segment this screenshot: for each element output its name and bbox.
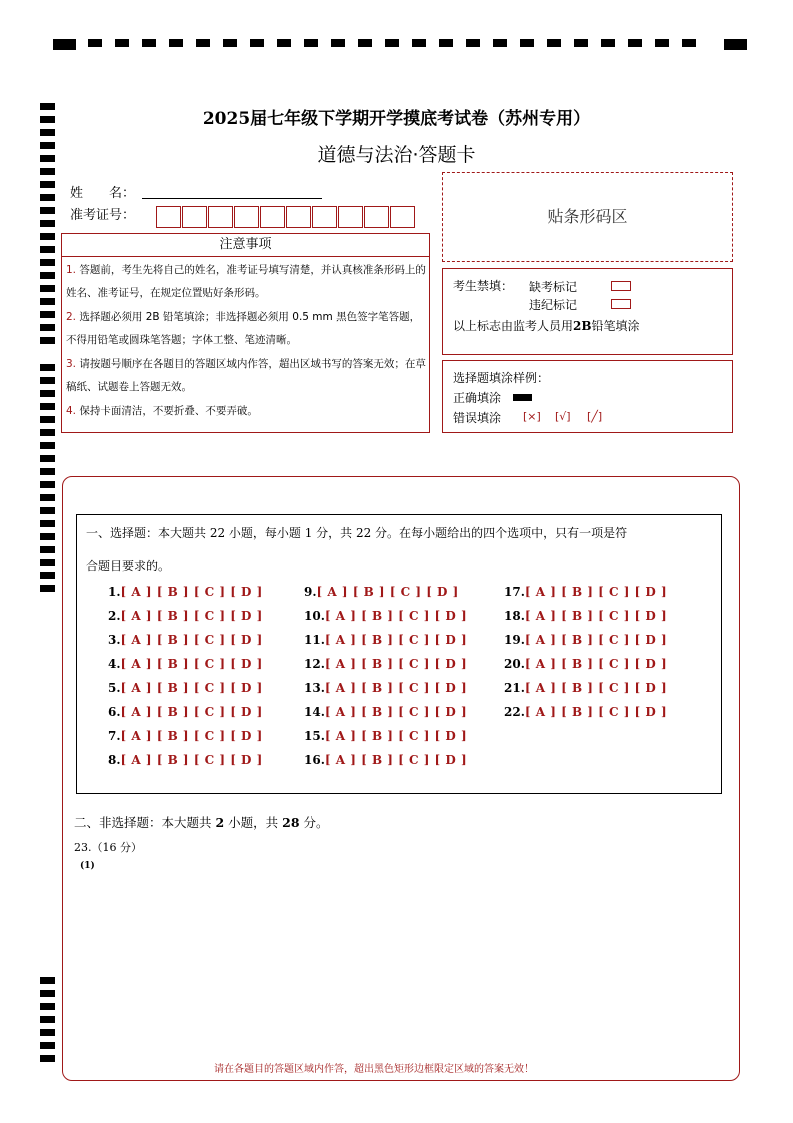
question-item[interactable]: 12.[ A ] [ B ] [ C ] [ D ] [304,657,468,671]
timing-mark [40,481,55,488]
question-item[interactable]: 16.[ A ] [ B ] [ C ] [ D ] [304,753,468,767]
timing-mark [40,220,55,227]
timing-mark [547,39,561,47]
filled-sample-mark [513,394,532,401]
absent-checkbox[interactable] [611,281,631,291]
id-digit-box[interactable] [156,206,181,228]
timing-mark [628,39,642,47]
id-digit-box[interactable] [338,206,363,228]
rule-item: 3. 请按题号顺序在各题目的答题区域内作答，超出区域书写的答案无效；在草稿纸、试题卷上答题无效。 [66,358,426,393]
timing-mark [115,39,129,47]
section1-box [76,514,722,794]
rule-item: 1. 答题前，考生先将自己的姓名，准考证号填写清楚，并认真核准条形码上的姓名、准考证号，在规定位置贴好条形码。 [66,264,426,299]
timing-mark [40,442,55,449]
timing-mark [40,324,55,331]
timing-mark [40,585,55,592]
answer-writing-area[interactable] [74,876,724,1052]
absent-label: 缺考标记 [529,280,578,294]
page-title: 2025届七年级下学期开学摸底考试卷（苏州专用） [202,109,591,129]
timing-mark [439,39,453,47]
section1-instruction-cont: 合题目要求的。 [86,559,171,573]
question-item[interactable]: 9.[ A ] [ B ] [ C ] [ D ] [304,585,459,599]
page-subtitle: 道德与法治·答题卡 [317,144,476,166]
timing-mark [493,39,507,47]
id-digit-box[interactable] [208,206,233,228]
subquestion-1-label: (1) [80,861,95,871]
timing-mark [574,39,588,47]
rule-item: 2. 选择题必须用 2B 铅笔填涂；非选择题必须用 0.5 mm 黑色签字笔答题，不得用铅笔或圆珠笔答题；字体工整、笔迹清晰。 [66,311,421,346]
notice-rules [61,257,430,433]
timing-mark [40,468,55,475]
timing-mark [682,39,696,47]
timing-mark [655,39,669,47]
question-item[interactable]: 3.[ A ] [ B ] [ C ] [ D ] [108,633,263,647]
timing-mark [40,546,55,553]
timing-mark [40,507,55,514]
timing-mark [385,39,399,47]
timing-mark [40,1003,55,1010]
question-item[interactable]: 20.[ A ] [ B ] [ C ] [ D ] [504,657,668,671]
question-item[interactable]: 6.[ A ] [ B ] [ C ] [ D ] [108,705,263,719]
timing-mark [40,977,55,984]
timing-mark [40,429,55,436]
timing-mark [40,364,55,371]
timing-mark [40,259,55,266]
wrong-fill-label: 错误填涂 [453,411,502,425]
timing-mark [40,194,55,201]
question-item[interactable]: 11.[ A ] [ B ] [ C ] [ D ] [304,633,468,647]
question-item[interactable]: 1.[ A ] [ B ] [ C ] [ D ] [108,585,263,599]
violation-label: 违纪标记 [529,298,578,312]
id-digit-box[interactable] [364,206,389,228]
rule-item: 4. 保持卡面清洁，不要折叠、不要弄破。 [66,405,258,417]
question-item[interactable]: 19.[ A ] [ B ] [ C ] [ D ] [504,633,668,647]
timing-mark [40,390,55,397]
timing-mark [412,39,426,47]
fill-sample-label: 选择题填涂样例： [453,371,550,385]
timing-mark [466,39,480,47]
question-item[interactable]: 14.[ A ] [ B ] [ C ] [ D ] [304,705,468,719]
section1-instruction: 一、选择题：本大题共 22 小题，每小题 1 分，共 22 分。在每小题给出的四个选项中，只有一项是符 [86,526,628,540]
timing-mark [40,455,55,462]
footer-warning: 请在各题目的答题区域内作答，超出黑色矩形边框限定区域的答案无效！ [214,1064,534,1075]
timing-mark [250,39,264,47]
barcode-label: 贴条形码区 [547,207,628,226]
timing-mark [53,39,76,50]
timing-mark [40,377,55,384]
correct-fill-label: 正确填涂 [453,391,502,405]
question-item[interactable]: 22.[ A ] [ B ] [ C ] [ D ] [504,705,668,719]
question-item[interactable]: 10.[ A ] [ B ] [ C ] [ D ] [304,609,468,623]
id-digit-box[interactable] [286,206,311,228]
question-item[interactable]: 2.[ A ] [ B ] [ C ] [ D ] [108,609,263,623]
id-digit-box[interactable] [390,206,415,228]
id-digit-box[interactable] [260,206,285,228]
timing-mark [40,520,55,527]
exam-status-box [442,268,733,355]
timing-mark [40,533,55,540]
timing-mark [40,181,55,188]
timing-mark [40,246,55,253]
timing-mark [40,233,55,240]
question-item[interactable]: 5.[ A ] [ B ] [ C ] [ D ] [108,681,263,695]
timing-mark [358,39,372,47]
fill-sample-box [442,360,733,433]
id-digit-box[interactable] [234,206,259,228]
wrong-mark-check: [√] [555,410,571,423]
name-field[interactable] [142,198,322,199]
timing-mark [40,1042,55,1049]
status-label: 考生禁填： [453,279,514,293]
id-label: 准考证号： [70,208,136,223]
timing-mark [40,311,55,318]
question-item[interactable]: 17.[ A ] [ B ] [ C ] [ D ] [504,585,668,599]
question-item[interactable]: 21.[ A ] [ B ] [ C ] [ D ] [504,681,668,695]
timing-mark [142,39,156,47]
timing-mark [331,39,345,47]
question-23-label: 23.（16 分） [74,841,142,854]
timing-mark [40,572,55,579]
violation-checkbox[interactable] [611,299,631,309]
timing-mark [277,39,291,47]
name-label: 姓 名： [70,186,136,201]
notice-heading: 注意事项 [61,233,430,257]
id-digit-box[interactable] [182,206,207,228]
wrong-mark-slash: [╱] [587,410,603,423]
timing-mark [520,39,534,47]
timing-mark [40,129,55,136]
timing-mark [88,39,102,47]
barcode-area[interactable] [442,172,733,262]
question-item[interactable]: 13.[ A ] [ B ] [ C ] [ D ] [304,681,468,695]
id-digit-box[interactable] [312,206,337,228]
timing-mark [40,168,55,175]
timing-mark [223,39,237,47]
timing-mark [40,285,55,292]
timing-mark [601,39,615,47]
timing-mark [40,272,55,279]
wrong-mark-cross: [×] [523,410,541,423]
question-item[interactable]: 18.[ A ] [ B ] [ C ] [ D ] [504,609,668,623]
status-note: 以上标志由监考人员用2B铅笔填涂 [453,319,640,333]
question-item[interactable]: 15.[ A ] [ B ] [ C ] [ D ] [304,729,468,743]
question-item[interactable]: 4.[ A ] [ B ] [ C ] [ D ] [108,657,263,671]
timing-mark [40,1016,55,1023]
timing-mark [40,1029,55,1036]
timing-mark [40,494,55,501]
timing-mark [196,39,210,47]
timing-mark [724,39,747,50]
timing-mark [40,416,55,423]
question-item[interactable]: 8.[ A ] [ B ] [ C ] [ D ] [108,753,263,767]
timing-mark [40,403,55,410]
timing-mark [40,990,55,997]
timing-mark [40,207,55,214]
timing-mark [40,298,55,305]
timing-mark [40,337,55,344]
timing-mark [304,39,318,47]
timing-mark [40,559,55,566]
question-item[interactable]: 7.[ A ] [ B ] [ C ] [ D ] [108,729,263,743]
section2-heading: 二、非选择题：本大题共 2 小题，共 28 分。 [74,815,329,830]
timing-mark [169,39,183,47]
